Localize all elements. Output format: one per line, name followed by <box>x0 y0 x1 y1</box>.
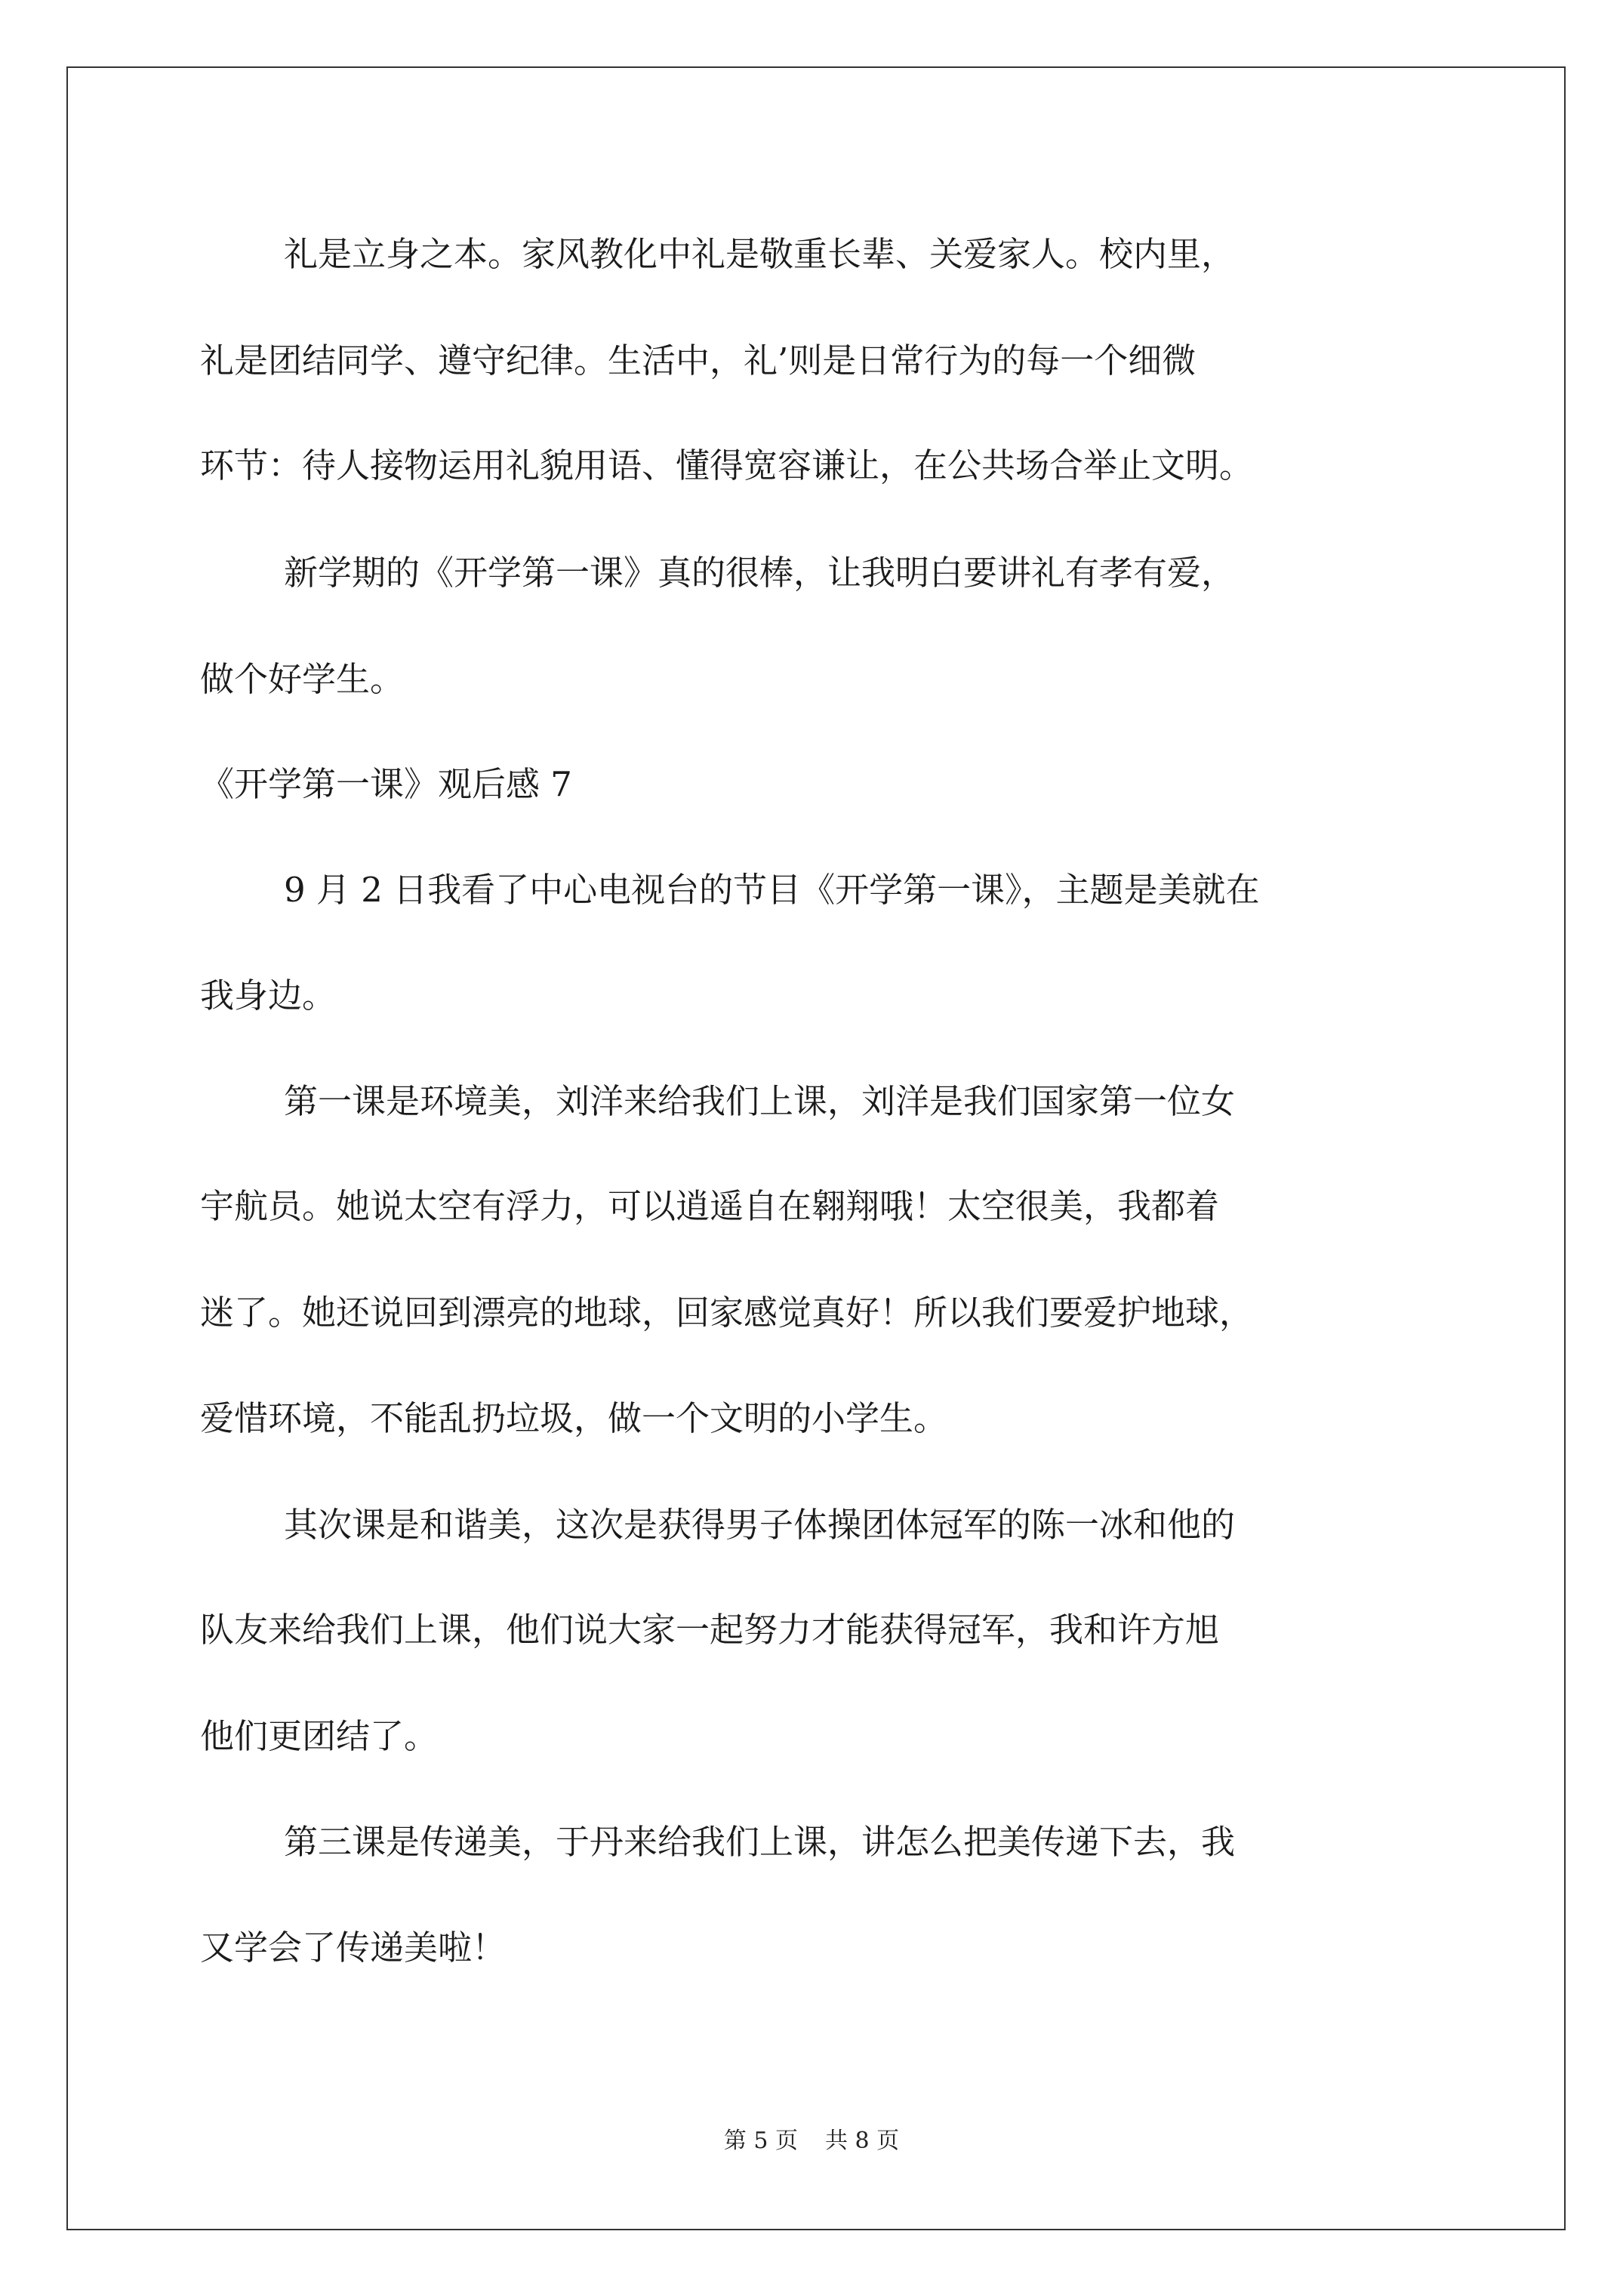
body-line: 新学期的《开学第一课》真的很棒，让我明白要讲礼有孝有爱， <box>284 553 1236 593</box>
body-line: 礼是立身之本。家风教化中礼是敬重长辈、关爱家人。校内里， <box>284 234 1236 274</box>
body-line: 礼是团结同学、遵守纪律。生活中，礼’则是日常行为的每一个细微 <box>200 341 1196 381</box>
section-heading: 《开学第一课》观后感 7 <box>200 764 572 804</box>
body-line: 环节：待人接物运用礼貌用语、懂得宽容谦让，在公共场合举止文明。 <box>200 445 1254 485</box>
page-total: 共 8 页 <box>825 2128 900 2154</box>
body-line: 我身边。 <box>200 975 337 1015</box>
body-line: 做个好学生。 <box>200 659 405 699</box>
body-line: 迷了。她还说回到漂亮的地球，回家感觉真好！所以我们要爱护地球， <box>200 1293 1254 1333</box>
body-line: 9 月 2 日我看了中心电视台的节目《开学第一课》，主题是美就在 <box>284 870 1260 910</box>
body-line: 他们更团结了。 <box>200 1716 439 1756</box>
body-line: 其次课是和谐美，这次是获得男子体操团体冠军的陈一冰和他的 <box>284 1505 1236 1545</box>
page-footer <box>0 2122 1623 2155</box>
body-line: 第一课是环境美，刘洋来给我们上课，刘洋是我们国家第一位女 <box>284 1081 1236 1121</box>
body-line: 第三课是传递美，于丹来给我们上课，讲怎么把美传递下去，我 <box>284 1822 1236 1862</box>
body-line: 又学会了传递美啦！ <box>200 1928 507 1968</box>
body-line: 宇航员。她说太空有浮力，可以逍遥自在翱翔哦！太空很美，我都着 <box>200 1186 1220 1226</box>
page-border <box>66 66 1566 2230</box>
body-line: 爱惜环境，不能乱扔垃圾，做一个文明的小学生。 <box>200 1398 948 1438</box>
page-number: 第 5 页 <box>723 2128 798 2154</box>
body-line: 队友来给我们上课，他们说大家一起努力才能获得冠军，我和许方旭 <box>200 1610 1220 1650</box>
